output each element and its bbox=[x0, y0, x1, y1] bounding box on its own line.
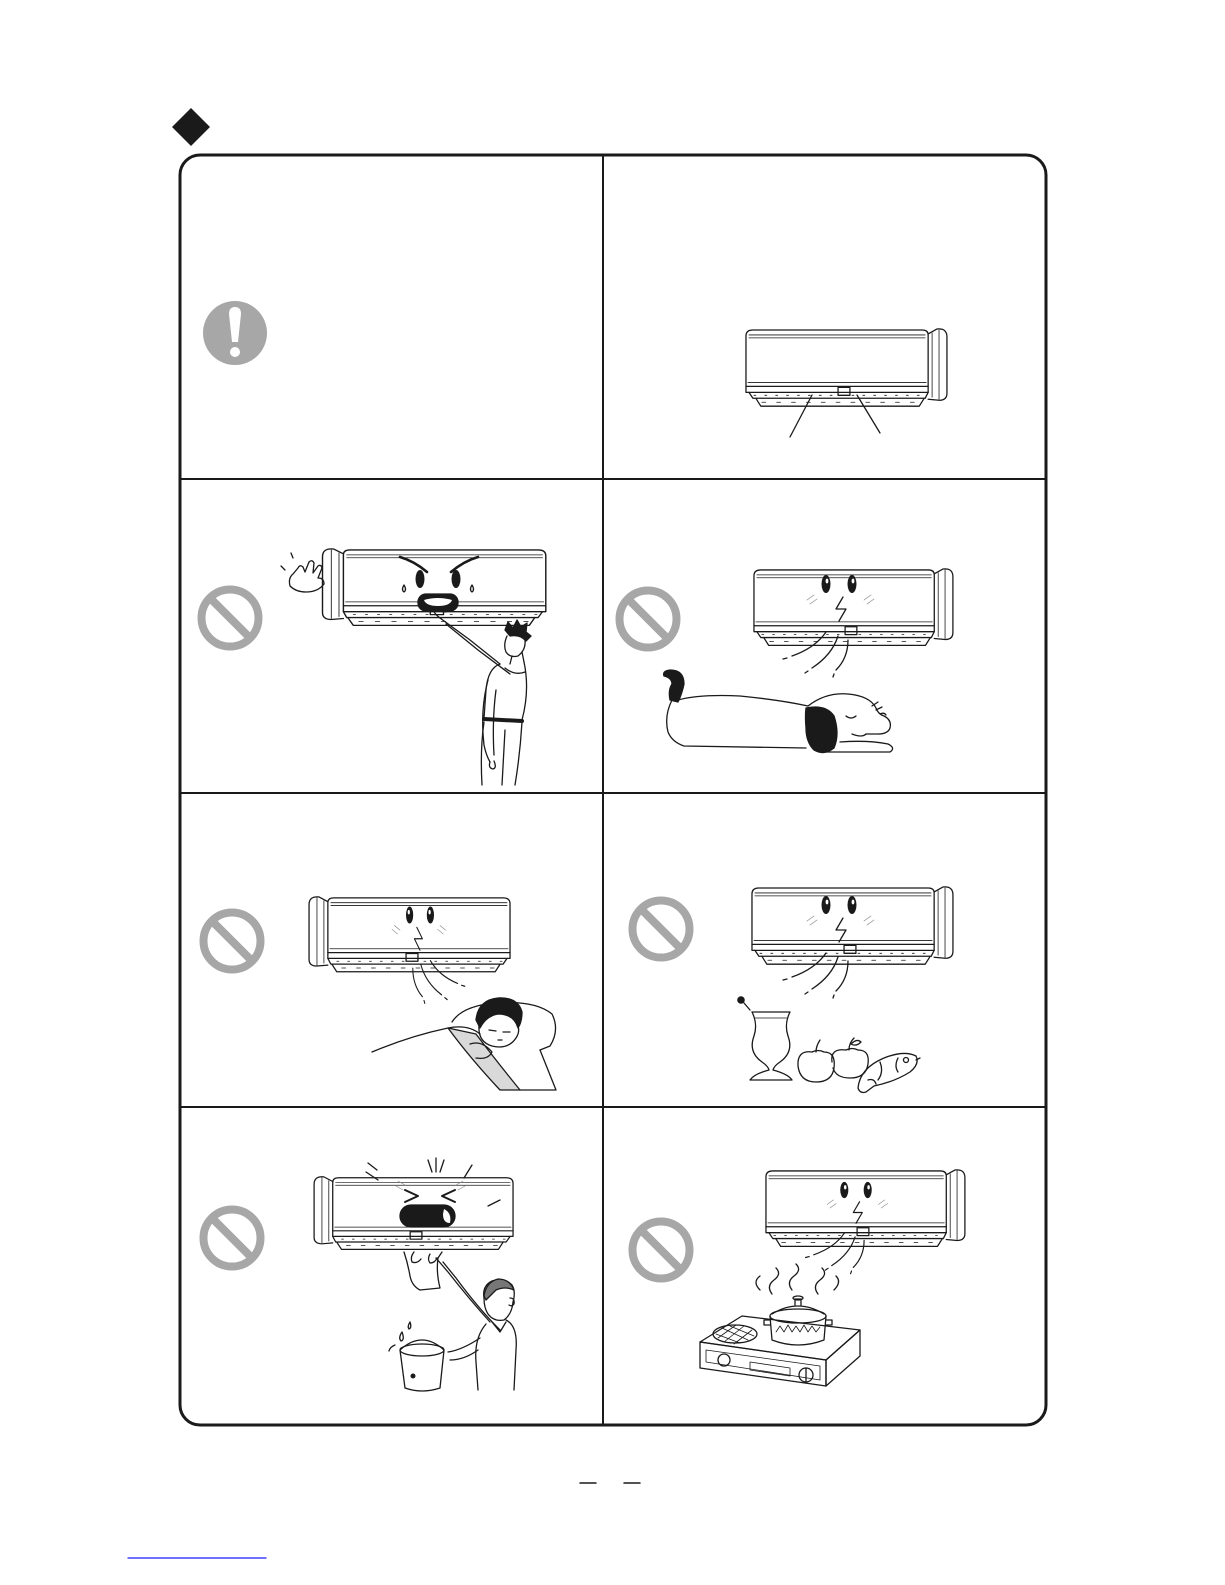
indoor-unit-illustration bbox=[323, 549, 546, 626]
calm-unit-face bbox=[783, 896, 874, 998]
man-with-bucket-figure bbox=[389, 1252, 516, 1391]
sleeping-dog-figure bbox=[664, 670, 893, 753]
prohibition-icon bbox=[204, 1210, 261, 1267]
prohibition-icon bbox=[633, 901, 690, 958]
diamond-bullet-icon bbox=[172, 108, 210, 146]
panel-no-airflow-on-pets bbox=[620, 569, 953, 753]
indoor-unit-illustration bbox=[766, 1170, 965, 1247]
calm-unit-face bbox=[806, 1182, 888, 1274]
panel-indoor-unit-parts bbox=[746, 329, 947, 437]
safety-panel-grid bbox=[180, 155, 1046, 1425]
panel-no-direct-airflow-on-sleeper bbox=[204, 897, 557, 1090]
prohibition-icon bbox=[620, 591, 677, 648]
panel-no-heat-source-nearby bbox=[633, 1170, 965, 1386]
shouting-unit-face bbox=[366, 1158, 500, 1227]
prohibition-icon bbox=[633, 1222, 690, 1279]
panel-mandatory-notice bbox=[203, 301, 267, 365]
leader-lines bbox=[790, 395, 880, 437]
prohibition-icon bbox=[204, 913, 261, 970]
stove-with-pot-figure bbox=[700, 1264, 860, 1386]
waving-hand-icon bbox=[281, 553, 324, 592]
prohibition-icon bbox=[202, 590, 259, 647]
panel-no-food-preservation bbox=[633, 887, 953, 1093]
exclamation-circle-icon bbox=[203, 301, 267, 365]
sleeping-person-figure bbox=[372, 998, 556, 1090]
calm-unit-face bbox=[392, 906, 465, 1003]
angry-unit-face bbox=[400, 557, 478, 611]
indoor-unit-illustration bbox=[746, 329, 947, 406]
food-items-figure bbox=[737, 996, 920, 1092]
man-reaching-figure bbox=[434, 608, 531, 786]
panel-no-washing-with-water bbox=[204, 1158, 517, 1391]
panel-no-touching-louver bbox=[202, 549, 546, 785]
